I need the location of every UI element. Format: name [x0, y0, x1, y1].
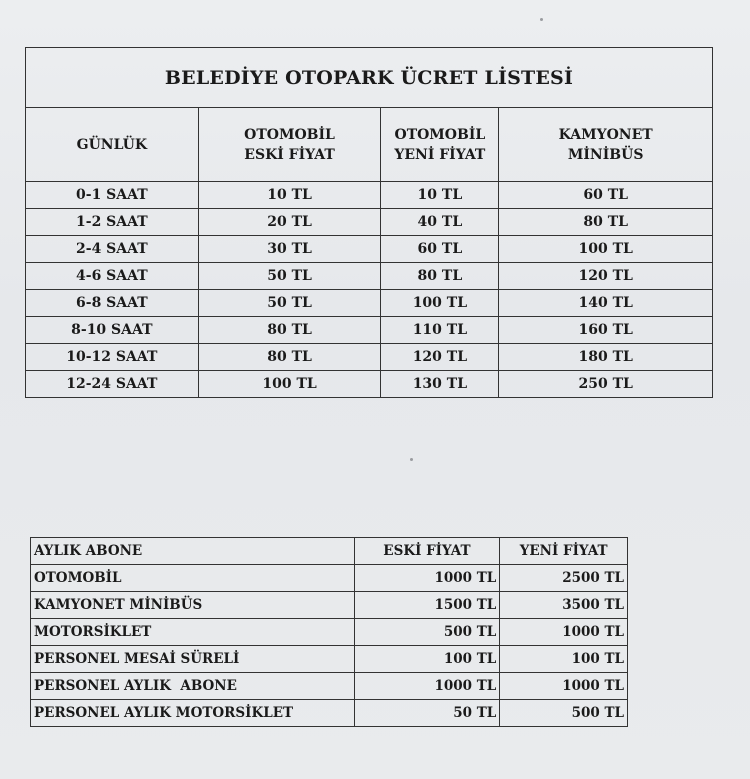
paper-speck — [410, 458, 413, 461]
truck-price-cell: 250 TL — [499, 371, 713, 398]
header-daily: GÜNLÜK — [26, 108, 199, 182]
new-price-cell: 100 TL — [381, 290, 499, 317]
table-row — [26, 371, 713, 398]
old-price-cell: 1500 TL — [354, 592, 500, 619]
duration-cell: 6-8 SAAT — [26, 290, 199, 317]
header-monthly-subscription: AYLIK ABONE — [31, 538, 355, 565]
table-row — [26, 344, 713, 371]
old-price-cell: 30 TL — [198, 236, 381, 263]
subscription-type-cell: OTOMOBİL — [31, 565, 355, 592]
new-price-cell: 3500 TL — [500, 592, 628, 619]
old-price-cell: 500 TL — [354, 619, 500, 646]
old-price-cell: 1000 TL — [354, 565, 500, 592]
table-row — [26, 317, 713, 344]
truck-price-cell: 180 TL — [499, 344, 713, 371]
table-row — [26, 209, 713, 236]
old-price-cell: 100 TL — [354, 646, 500, 673]
truck-price-cell: 160 TL — [499, 317, 713, 344]
new-price-cell: 80 TL — [381, 263, 499, 290]
new-price-cell: 500 TL — [500, 700, 628, 727]
table-row — [31, 673, 628, 700]
header-truck-minibus — [499, 108, 713, 182]
old-price-cell: 10 TL — [198, 182, 381, 209]
new-price-cell: 100 TL — [500, 646, 628, 673]
new-price-cell: 10 TL — [381, 182, 499, 209]
duration-cell: 8-10 SAAT — [26, 317, 199, 344]
old-price-cell: 20 TL — [198, 209, 381, 236]
paper-speck — [540, 18, 543, 21]
new-price-cell: 110 TL — [381, 317, 499, 344]
header-new-price: YENİ FİYAT — [500, 538, 628, 565]
new-price-cell: 40 TL — [381, 209, 499, 236]
subscription-type-cell: MOTORSİKLET — [31, 619, 355, 646]
truck-price-cell: 80 TL — [499, 209, 713, 236]
header-line: YENİ FİYAT — [394, 146, 486, 163]
header-line: KAMYONET — [558, 126, 653, 143]
truck-price-cell: 100 TL — [499, 236, 713, 263]
monthly-subscription-table — [30, 537, 628, 727]
truck-price-cell: 140 TL — [499, 290, 713, 317]
header-line: ESKİ FİYAT — [244, 146, 335, 163]
subscription-type-cell: PERSONEL MESAİ SÜRELİ — [31, 646, 355, 673]
header-line: OTOMOBİL — [244, 126, 335, 143]
table-row — [31, 592, 628, 619]
duration-cell: 12-24 SAAT — [26, 371, 199, 398]
new-price-cell: 120 TL — [381, 344, 499, 371]
table-row — [26, 290, 713, 317]
old-price-cell: 50 TL — [354, 700, 500, 727]
subscription-type-cell: KAMYONET MİNİBÜS — [31, 592, 355, 619]
daily-price-table — [25, 47, 713, 398]
header-line: MİNİBÜS — [567, 146, 644, 163]
duration-cell: 0-1 SAAT — [26, 182, 199, 209]
old-price-cell: 100 TL — [198, 371, 381, 398]
table-row — [26, 236, 713, 263]
new-price-cell: 1000 TL — [500, 673, 628, 700]
duration-cell: 10-12 SAAT — [26, 344, 199, 371]
duration-cell: 2-4 SAAT — [26, 236, 199, 263]
old-price-cell: 80 TL — [198, 344, 381, 371]
table-row — [26, 182, 713, 209]
new-price-cell: 1000 TL — [500, 619, 628, 646]
old-price-cell: 1000 TL — [354, 673, 500, 700]
table-row — [31, 565, 628, 592]
old-price-cell: 50 TL — [198, 263, 381, 290]
subscription-type-cell: PERSONEL AYLIK ABONE — [31, 673, 355, 700]
duration-cell: 1-2 SAAT — [26, 209, 199, 236]
duration-cell: 4-6 SAAT — [26, 263, 199, 290]
old-price-cell: 80 TL — [198, 317, 381, 344]
subscription-type-cell: PERSONEL AYLIK MOTORSİKLET — [31, 700, 355, 727]
table-row — [26, 263, 713, 290]
header-car-new-price — [381, 108, 499, 182]
table-title: BELEDİYE OTOPARK ÜCRET LİSTESİ — [26, 48, 713, 108]
header-line: OTOMOBİL — [394, 126, 486, 143]
old-price-cell: 50 TL — [198, 290, 381, 317]
table-row — [31, 700, 628, 727]
table-row — [31, 619, 628, 646]
new-price-cell: 60 TL — [381, 236, 499, 263]
header-old-price: ESKİ FİYAT — [354, 538, 500, 565]
header-car-old-price — [198, 108, 381, 182]
truck-price-cell: 60 TL — [499, 182, 713, 209]
table-row — [31, 646, 628, 673]
new-price-cell: 130 TL — [381, 371, 499, 398]
new-price-cell: 2500 TL — [500, 565, 628, 592]
truck-price-cell: 120 TL — [499, 263, 713, 290]
